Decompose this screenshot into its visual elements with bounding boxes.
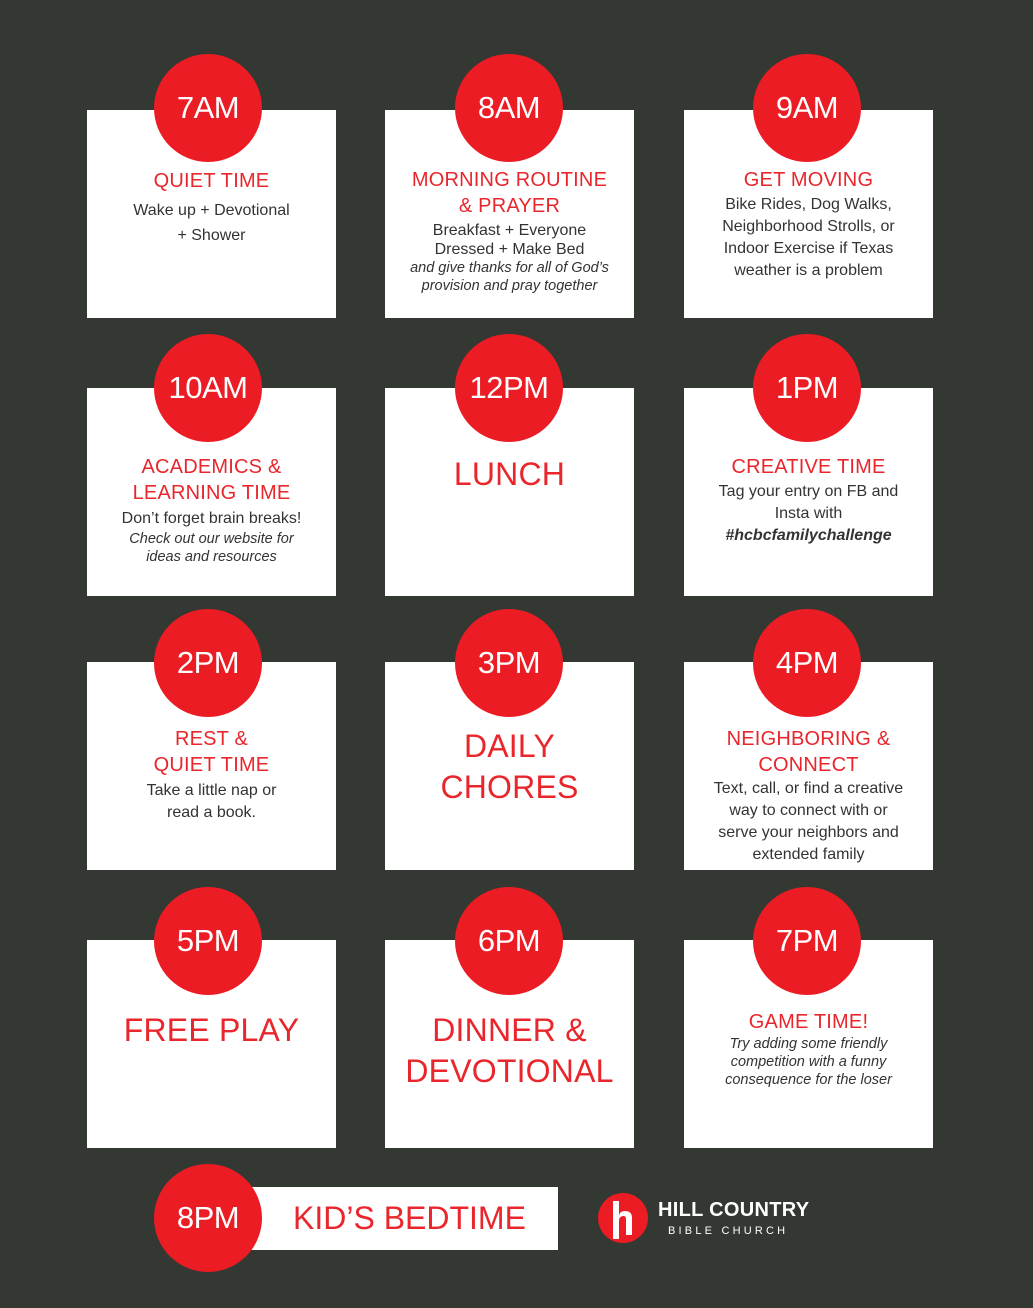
card-title: DEVOTIONAL	[405, 1053, 614, 1089]
card-description: read a book.	[167, 804, 256, 821]
card-note: consequence for the loser	[725, 1072, 892, 1088]
card-description: Insta with	[774, 505, 843, 522]
time-badge-2pm: 2PM	[154, 609, 262, 717]
card-title: LEARNING TIME	[132, 482, 291, 504]
card-title: & PRAYER	[458, 195, 561, 217]
card-description: Wake up + Devotional	[133, 202, 290, 219]
bedtime-label: KID’S BEDTIME	[293, 1200, 526, 1236]
card-title: FREE PLAY	[123, 1012, 300, 1048]
card-title: NEIGHBORING &	[726, 728, 891, 750]
card-description: Breakfast + Everyone	[432, 222, 587, 239]
card-description: Take a little nap or	[146, 782, 277, 799]
card-description: extended family	[752, 846, 865, 863]
time-badge-1pm: 1PM	[753, 334, 861, 442]
card-title: DINNER &	[432, 1012, 587, 1048]
time-badge-7pm: 7PM	[753, 887, 861, 995]
card-title: DAILY	[463, 728, 556, 764]
card-description: Neighborhood Strolls, or	[722, 218, 895, 235]
time-badge-3pm: 3PM	[455, 609, 563, 717]
card-description: Text, call, or find a creative	[713, 780, 904, 797]
h-logo-icon	[598, 1193, 648, 1243]
card-title: ACADEMICS &	[141, 456, 282, 478]
card-title: CONNECT	[758, 754, 859, 776]
card-description: way to connect with or	[729, 802, 888, 819]
card-title: QUIET TIME	[153, 754, 270, 776]
card-title: LUNCH	[453, 456, 566, 492]
time-badge-9am: 9AM	[753, 54, 861, 162]
card-note: ideas and resources	[146, 549, 277, 565]
card-title: CREATIVE TIME	[731, 456, 886, 478]
card-note: and give thanks for all of God’s	[410, 260, 609, 276]
card-title: GAME TIME!	[748, 1011, 869, 1033]
card-description: + Shower	[177, 227, 246, 244]
card-description: Indoor Exercise if Texas	[723, 240, 894, 257]
time-badge-8pm: 8PM	[154, 1164, 262, 1272]
card-note: Check out our website for	[129, 531, 294, 547]
hashtag: #hcbcfamilychallenge	[725, 527, 892, 544]
card-title: GET MOVING	[743, 169, 874, 191]
card-description: Dressed + Make Bed	[434, 241, 585, 258]
time-badge-10am: 10AM	[154, 334, 262, 442]
card-note: competition with a funny	[730, 1054, 887, 1070]
time-badge-5pm: 5PM	[154, 887, 262, 995]
card-description: Tag your entry on FB and	[718, 483, 899, 500]
card-description: Don’t forget brain breaks!	[121, 510, 302, 527]
card-title: CHORES	[440, 769, 579, 805]
card-note: Try adding some friendly	[729, 1036, 888, 1052]
card-title: QUIET TIME	[153, 170, 270, 192]
church-name: HILL COUNTRY	[658, 1199, 810, 1221]
time-badge-8am: 8AM	[455, 54, 563, 162]
time-badge-12pm: 12PM	[455, 334, 563, 442]
time-badge-7am: 7AM	[154, 54, 262, 162]
time-badge-4pm: 4PM	[753, 609, 861, 717]
card-description: serve your neighbors and	[718, 824, 899, 841]
time-badge-6pm: 6PM	[455, 887, 563, 995]
card-description: weather is a problem	[734, 262, 883, 279]
church-subtitle: BIBLE CHURCH	[668, 1225, 789, 1237]
card-title: REST &	[174, 728, 249, 750]
card-note: provision and pray together	[421, 278, 598, 294]
card-title: MORNING ROUTINE	[411, 169, 608, 191]
card-description: Bike Rides, Dog Walks,	[725, 196, 892, 213]
